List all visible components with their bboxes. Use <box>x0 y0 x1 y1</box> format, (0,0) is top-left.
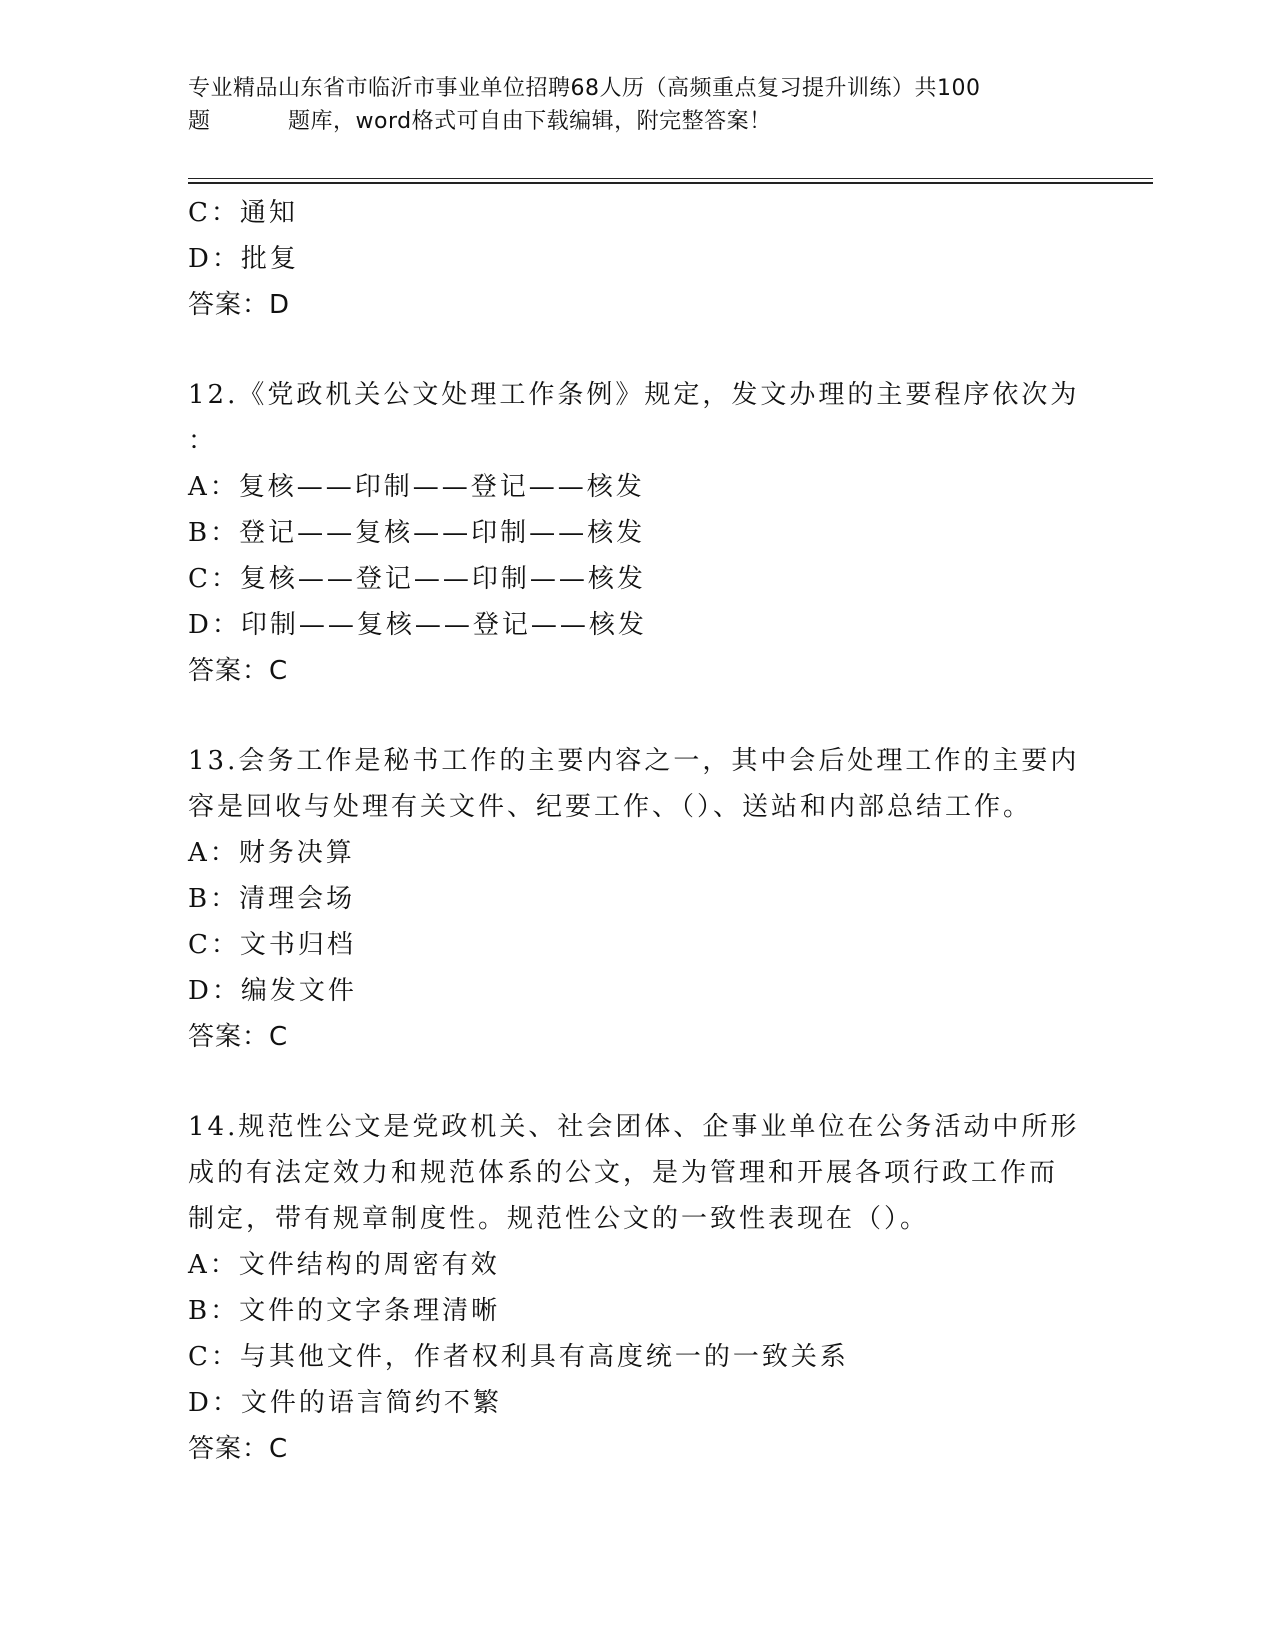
option-c: C：与其他文件，作者权利具有高度统一的一致关系 <box>188 1342 849 1372</box>
header-divider-thick <box>188 182 1153 184</box>
header-divider-thin <box>188 178 1153 179</box>
answer-line: 答案：D <box>188 290 291 320</box>
answer-line: 答案：C <box>188 656 289 686</box>
header-line2-lead: 题 <box>188 109 211 134</box>
option-c: C：通知 <box>188 198 298 228</box>
question-block-14 <box>188 1104 1088 1472</box>
question-text: 制定，带有规章制度性。规范性公文的一致性表现在（）。 <box>188 1204 930 1234</box>
question-text: 成的有法定效力和规范体系的公文，是为管理和开展各项行政工作而 <box>188 1158 1059 1188</box>
header-title-line2 <box>188 105 1078 138</box>
answer-line: 答案：C <box>188 1434 289 1464</box>
spacer <box>188 694 1088 738</box>
option-b: B：登记——复核——印制——核发 <box>188 518 646 548</box>
question-text: 13.会务工作是秘书工作的主要内容之一，其中会后处理工作的主要内 <box>188 746 1080 776</box>
option-d: D：文件的语言简约不繁 <box>188 1388 502 1418</box>
question-block-11 <box>188 190 1088 328</box>
spacer <box>188 328 1088 372</box>
option-b: B：文件的文字条理清晰 <box>188 1296 501 1326</box>
question-block-12 <box>188 372 1088 694</box>
header-title-line1: 专业精品山东省市临沂市事业单位招聘68人历（高频重点复习提升训练）共100 <box>188 76 981 101</box>
option-d: D：批复 <box>188 244 299 274</box>
option-c: C：文书归档 <box>188 930 356 960</box>
question-text: 14.规范性公文是党政机关、社会团体、企事业单位在公务活动中所形 <box>188 1112 1080 1142</box>
page-header <box>188 72 1078 138</box>
option-c: C：复核——登记——印制——核发 <box>188 564 646 594</box>
spacer <box>188 1060 1088 1104</box>
header-line2-text: 题库，word格式可自由下载编辑，附完整答案！ <box>288 109 772 134</box>
option-a: A：文件结构的周密有效 <box>188 1250 500 1280</box>
question-text: ： <box>188 426 218 456</box>
option-d: D：编发文件 <box>188 976 357 1006</box>
question-text: 容是回收与处理有关文件、纪要工作、（）、送站和内部总结工作。 <box>188 792 1033 822</box>
option-d: D：印制——复核——登记——核发 <box>188 610 647 640</box>
answer-line: 答案：C <box>188 1022 289 1052</box>
question-block-13 <box>188 738 1088 1060</box>
option-a: A：复核——印制——登记——核发 <box>188 472 645 502</box>
question-content <box>188 190 1088 1472</box>
option-a: A：财务决算 <box>188 838 355 868</box>
option-b: B：清理会场 <box>188 884 356 914</box>
question-text: 12.《党政机关公文处理工作条例》规定，发文办理的主要程序依次为 <box>188 380 1080 410</box>
